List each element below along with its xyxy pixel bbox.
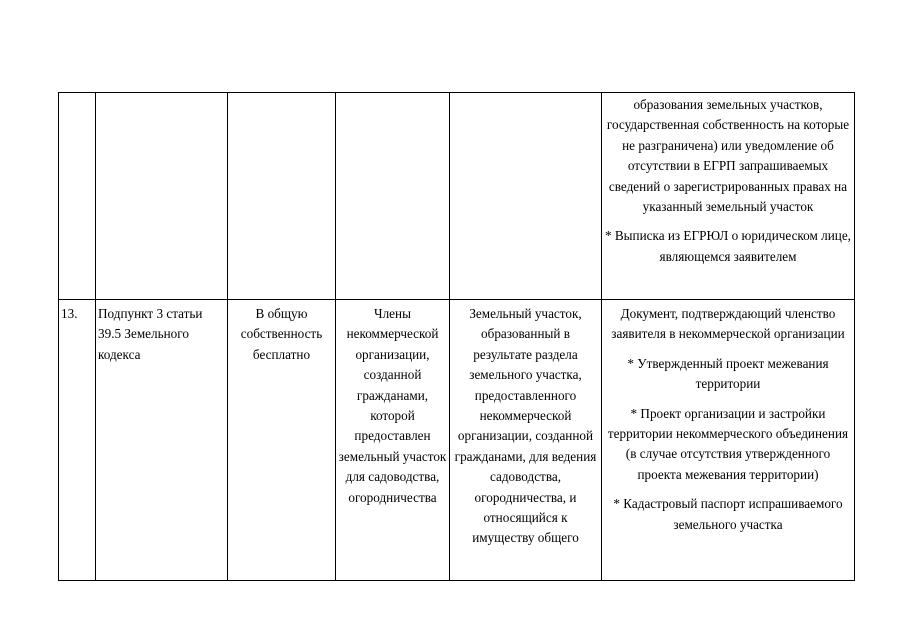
row-number-cell: 13. — [59, 300, 96, 581]
document-item: * Выписка из ЕГРЮЛ о юридическом лице, являющемся заявителем — [605, 228, 851, 264]
applicant-cell: Члены некоммерческой организации, созданной гражданами, которой предоставлен земельный участок для садоводства, огородничества — [336, 300, 450, 581]
table-row — [59, 300, 855, 581]
document-item: * Проект организации и застройки территории некоммерческого объединения (в случае отсутствия утвержденного проекта межевания территории) — [607, 405, 849, 482]
legal-basis-cell: Подпункт 3 статьи 39.5 Земельного кодекса — [96, 300, 228, 581]
right-type-cell — [228, 93, 336, 300]
right-type-cell: В общую собственность бесплатно — [228, 300, 336, 581]
document-item: Документ, подтверждающий членство заявителя в некоммерческой организации — [611, 306, 845, 342]
land-plot-table — [58, 92, 855, 581]
row-number-cell — [59, 93, 96, 300]
table-row — [59, 93, 855, 300]
documents-cell — [602, 300, 855, 581]
documents-cell — [602, 93, 855, 300]
land-plot-cell: Земельный участок, образованный в результате раздела земельного участка, предоставленного некоммерческой организации, созданной гражданами, для ведения садоводства, огородничества, и относящийся к имуществу общего — [450, 300, 602, 581]
applicant-cell — [336, 93, 450, 300]
document-item: образования земельных участков, государственная собственность на которые не разграничена) или уведомление об отсутствии в ЕГРП запрашиваемых сведений о зарегистрированных правах на указанный земельный участок — [606, 97, 850, 215]
land-plot-cell — [450, 93, 602, 300]
document-item: * Кадастровый паспорт испрашиваемого земельного участка — [613, 496, 843, 532]
document-item: * Утвержденный проект межевания территории — [627, 355, 829, 392]
legal-basis-cell — [96, 93, 228, 300]
